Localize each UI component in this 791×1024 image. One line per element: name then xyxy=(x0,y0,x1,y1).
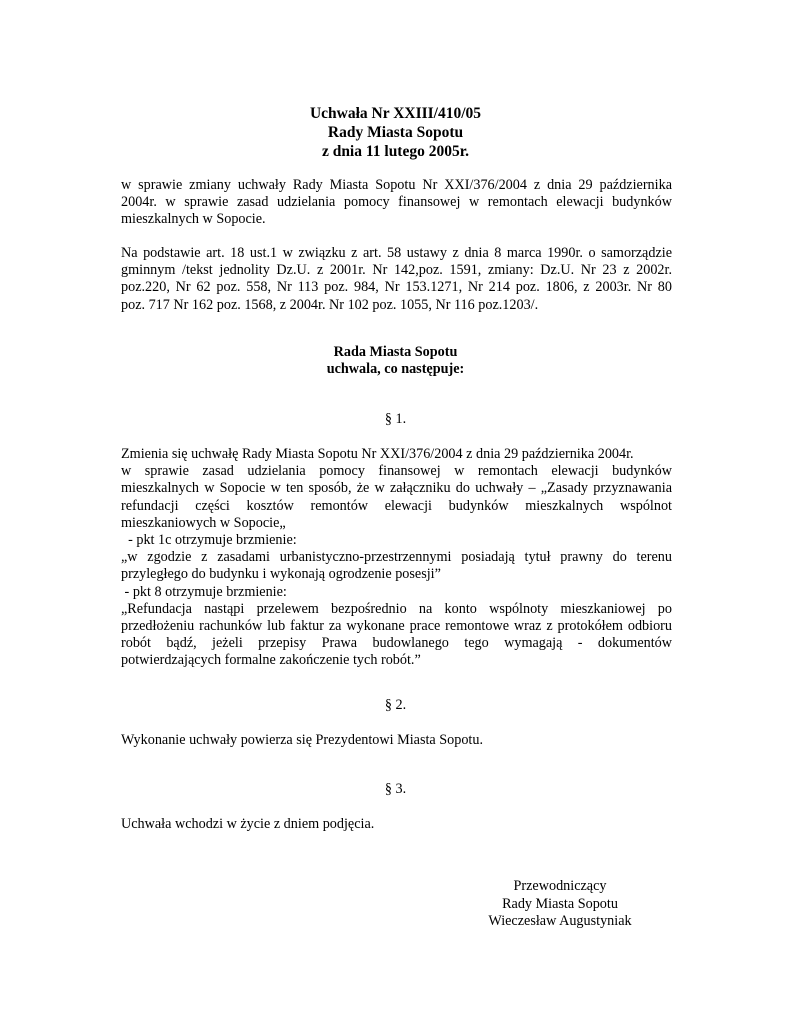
subject-line: w sprawie zmiany uchwały Rady Miasta Sopotu Nr XXI/376/2004 z dnia 29 października xyxy=(121,177,672,193)
resolution-date: z dnia 11 lutego 2005r. xyxy=(321,143,470,160)
signatory-name: Wieczesław Augustyniak xyxy=(488,913,632,929)
issuing-body: Rady Miasta Sopotu xyxy=(327,124,464,141)
section-3-text: Uchwała wchodzi w życie z dniem podjęcia. xyxy=(121,816,375,832)
section-1-line: „w zgodzie z zasadami urbanistyczno-przestrzennymi posiadają tytuł prawny do terenu xyxy=(121,549,672,566)
section-1-line: refundacji części kosztów remontów elewacji budynków mieszkalnych wspólnot xyxy=(121,497,672,514)
section-2-mark: § 2. xyxy=(384,697,407,713)
section-1-line: w sprawie zasad udzielania pomocy finansowej w remontach elewacji budynków xyxy=(121,463,672,480)
legal-basis-paragraph xyxy=(121,245,672,314)
document-title xyxy=(0,104,791,161)
subject-line: mieszkalnych w Sopocie. xyxy=(121,211,266,228)
section-1-line: Zmienia się uchwałę Rady Miasta Sopotu Nr XXI/376/2004 z dnia 29 października 2004r. xyxy=(121,446,634,462)
subject-line: 2004r. w sprawie zasad udzielania pomocy finansowej w remontach elewacji budynków xyxy=(121,194,672,211)
legal-basis-line: Na podstawie art. 18 ust.1 w związku z art. 58 ustawy z dnia 8 marca 1990r. o samorządzie xyxy=(121,245,672,261)
section-1-line: - pkt 8 otrzymuje brzmienie: xyxy=(121,583,287,600)
section-1-mark: § 1. xyxy=(384,411,407,427)
legal-basis-line: poz. 717 Nr 162 poz. 1568, z 2004r. Nr 102 poz. 1055, Nr 116 poz.1203/. xyxy=(121,296,539,313)
signatory-body: Rady Miasta Sopotu xyxy=(502,895,618,912)
section-1-line: przedłożeniu rachunków lub faktur za wykonane prace remontowe wraz z protokółem odbioru xyxy=(121,618,672,635)
section-3-mark: § 3. xyxy=(384,781,407,797)
section-1-line: mieszkaniowych w Sopocie„ xyxy=(121,514,286,531)
section-1-line: „Refundacja nastąpi przelewem bezpośrednio na konto wspólnoty mieszkaniowej po xyxy=(121,600,672,617)
council-name: Rada Miasta Sopotu xyxy=(333,344,458,360)
council-heading xyxy=(0,344,791,378)
signature-block xyxy=(440,878,680,931)
section-2-text: Wykonanie uchwały powierza się Prezydentowi Miasta Sopotu. xyxy=(121,732,484,748)
section-1-line: mieszkalnych w Sopocie w ten sposób, że w załączniku do uchwały – „Zasady przyznawania xyxy=(121,480,672,497)
section-1-line: przyległego do budynku i wykonają ogrodzenie posesji” xyxy=(121,566,441,583)
section-1-line: - pkt 1c otrzymuje brzmienie: xyxy=(121,532,297,549)
legal-basis-line: gminnym /tekst jednolity Dz.U. z 2001r. Nr 142,poz. 1591, zmiany: Dz.U. Nr 23 z 2002r. xyxy=(121,262,672,279)
council-resolves: uchwala, co następuje: xyxy=(326,361,465,377)
section-1-line: potwierdzających formalne zakończenie tych robót.” xyxy=(121,652,421,669)
section-1-body xyxy=(121,446,672,670)
subject-paragraph xyxy=(121,177,672,229)
section-1-line: robót bądź, jeżeli przepisy Prawa budowlanego tego wymagają - dokumentów xyxy=(121,635,672,652)
resolution-number: Uchwała Nr XXIII/410/05 xyxy=(309,105,482,122)
signatory-role: Przewodniczący xyxy=(513,878,607,894)
legal-basis-line: poz.220, Nr 62 poz. 558, Nr 113 poz. 984, Nr 153.1271, Nr 214 poz. 1806, z 2003r. Nr 80 xyxy=(121,279,672,296)
